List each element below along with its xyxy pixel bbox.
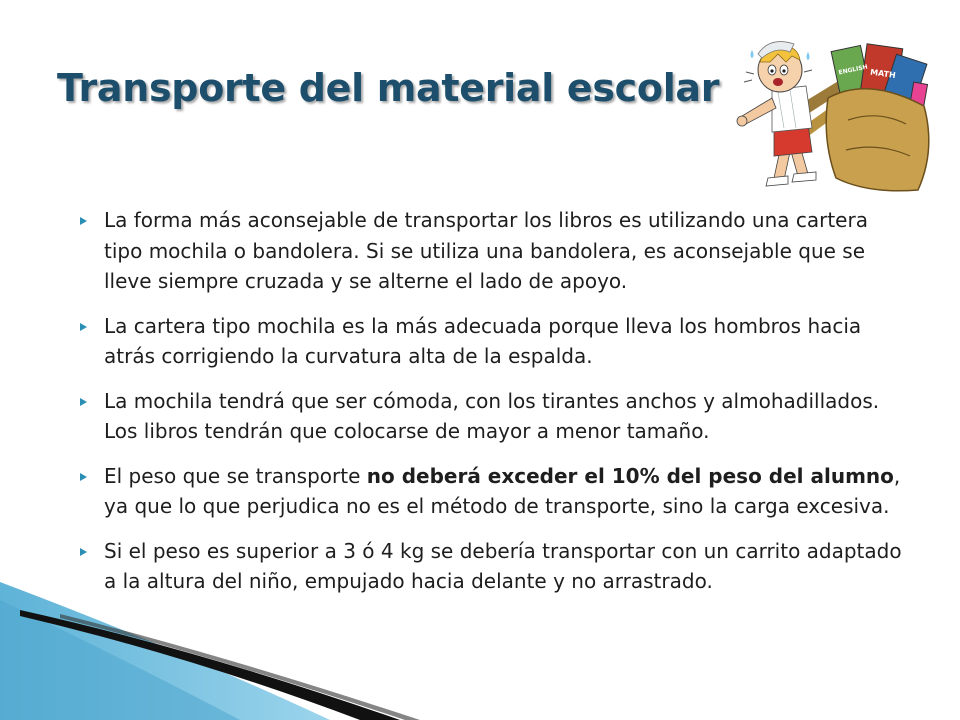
bullet-item — [77, 311, 912, 372]
book-label-english: ENGLISH — [838, 63, 869, 77]
bullet-text: La forma más aconsejable de transportar los libros es utilizando una cartera tipo mochila o bandolera. Si se utiliza una bandolera, es aconsejable que se lleve siempre cruzada y se alterne el lado de apoyo. — [104, 208, 868, 293]
book-label-math: MATH — [869, 67, 897, 81]
triangle-right-icon — [80, 473, 87, 481]
bullet-text: La mochila tendrá que ser cómoda, con los tirantes anchos y almohadillados. Los libros tendrán que colocarse de mayor a menor tamaño. — [104, 388, 880, 443]
slide-title: Transporte del material escolar — [57, 66, 720, 110]
bullet-item — [77, 205, 912, 297]
bullet-item — [77, 386, 912, 447]
boy-with-heavy-backpack-icon — [728, 28, 950, 194]
bullet-text: La cartera tipo mochila es la más adecuada porque lleva los hombros hacia atrás corrigiendo la curvatura alta de la espalda. — [104, 313, 862, 368]
triangle-right-icon — [80, 548, 87, 556]
triangle-right-icon — [80, 398, 87, 406]
corner-decoration — [0, 570, 420, 720]
bullet-text-before: El peso que se transporte — [104, 463, 367, 488]
bullet-list — [77, 205, 912, 597]
bullet-text-after: , ya que lo que perjudica no es el método de transporte, sino la carga excesiva. — [104, 463, 901, 518]
bullet-text-bold: no deberá exceder el 10% del peso del alumno — [366, 463, 894, 488]
bullet-item — [77, 461, 912, 522]
bullet-text: Si el peso es superior a 3 ó 4 kg se debería transportar con un carrito adaptado a la altura del niño, empujado hacia delante y no arrastrado. — [104, 538, 902, 593]
triangle-right-icon — [80, 323, 87, 331]
triangle-right-icon — [80, 217, 87, 225]
